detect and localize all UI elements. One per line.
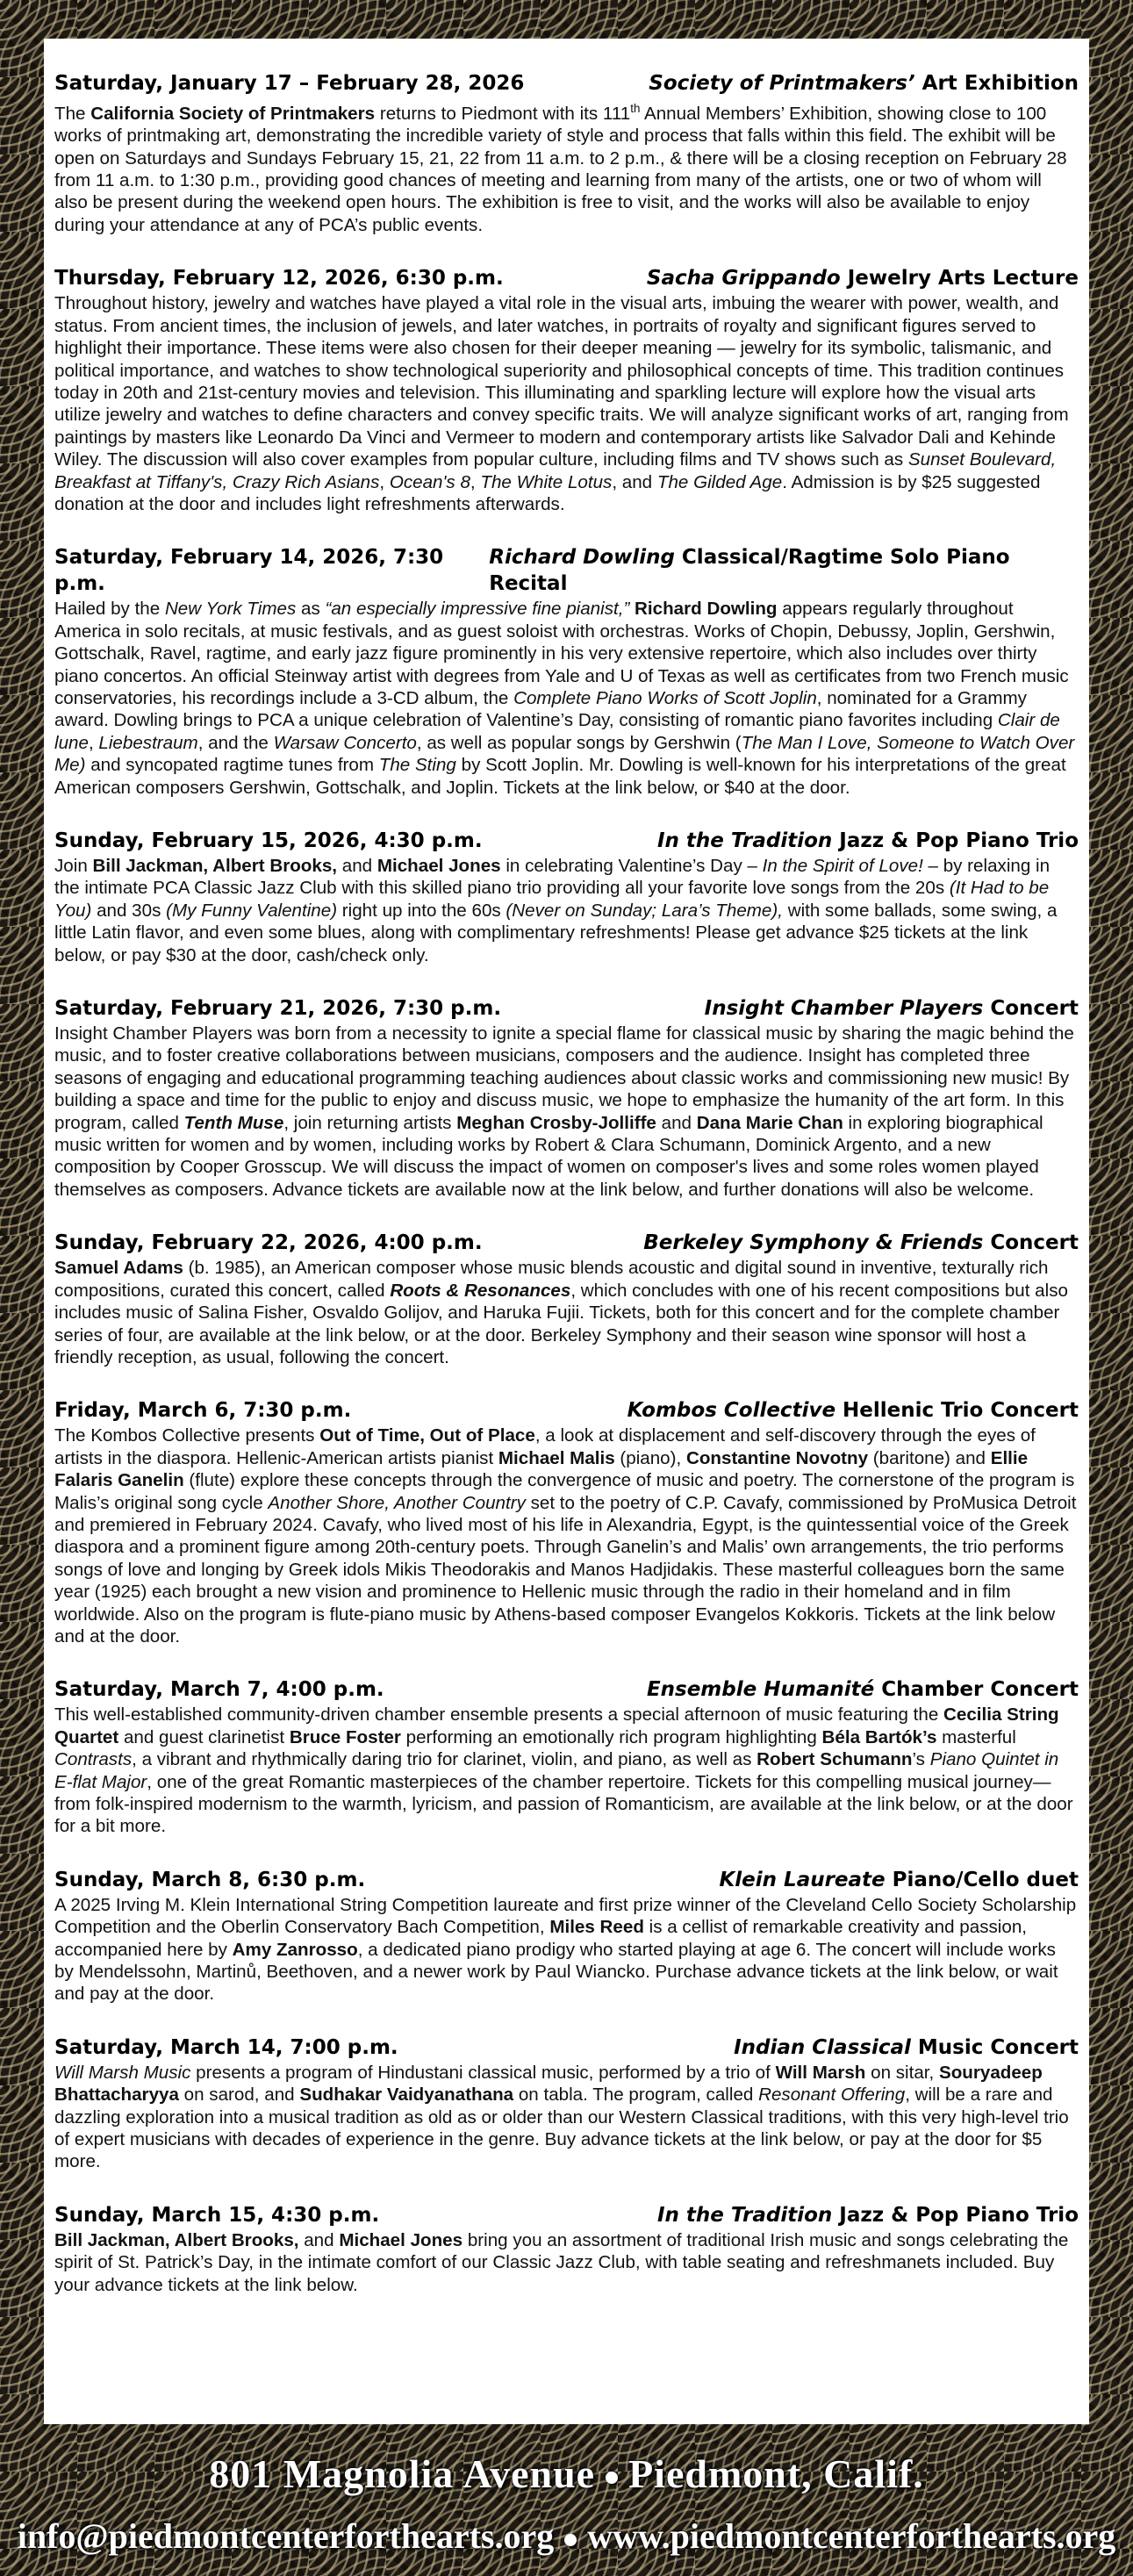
event-title [734, 2034, 1079, 2061]
text-segment: A 2025 Irving M. Klein International String Competition laureate and first prize winner of the Cleveland Cello Society Scholarship Competition and the Oberlin Conservatory Bach Competition, [54, 1894, 1077, 1938]
event-date: Sunday, February 15, 2026, 4:30 p.m. [54, 829, 483, 853]
event-item [54, 70, 1079, 236]
text-segment: and [298, 2229, 340, 2250]
text-segment: In the Spirit of Love! [762, 856, 923, 877]
text-segment: th [630, 102, 641, 115]
event-date: Sunday, March 8, 6:30 p.m. [54, 1868, 366, 1891]
event-title [647, 265, 1079, 291]
text-segment: on sarod, and [178, 2084, 300, 2106]
text-segment: , a vibrant and rhythmically daring trio for clarinet, violin, and piano, as well as [132, 1749, 757, 1770]
event-title [657, 828, 1079, 854]
footer-city: Piedmont, Calif. [628, 2451, 924, 2496]
text-segment: Join [54, 856, 93, 877]
text-segment: , will be a rare and dazzling exploration into a musical tradition as old as or older than our Western Classical traditions, with this very high-level trio of expert musicians with decades of experience in the genre. Buy advance tickets at the link below, or pay at the door for $5 more. [54, 2084, 1069, 2172]
text-segment: New York Times [164, 599, 297, 620]
event-title-type: Concert [983, 1231, 1079, 1255]
text-segment: returns to Piedmont with its 111 [375, 103, 631, 124]
text-segment: The Man I Love, Someone to Watch Over Me) [54, 732, 1075, 776]
text-segment: The White Lotus [480, 471, 613, 492]
footer-contact [0, 2515, 1133, 2557]
event-header [54, 70, 1079, 97]
event-title [647, 1676, 1079, 1703]
text-segment: Will Marsh Music [54, 2062, 191, 2083]
footer-website-link[interactable]: www.piedmontcenterforthearts.org [587, 2516, 1116, 2556]
event-title-name: Society of Printmakers’ [649, 72, 915, 95]
text-segment: Will Marsh [775, 2062, 866, 2083]
text-segment: with some ballads, some swing, a little Latin flavor, and even some blues, along with complimentary refreshments! Please get advance $25 tickets at the link below, or pay $30 at the door, cash/check only. [54, 900, 1058, 965]
event-description [54, 598, 1079, 799]
event-title-name: Sacha Grippando [646, 267, 841, 291]
event-title-name: Indian Classical [734, 2035, 911, 2059]
event-title-name: Kombos Collective [627, 1399, 836, 1423]
text-segment: , [470, 471, 481, 492]
event-title-name: In the Tradition [656, 829, 833, 853]
text-segment: by Scott Joplin. Mr. Dowling is well-known for his interpretations of the great American composers Gershwin, Gottschalk, and Joplin. Tickets at the link below, or $40 at the door. [54, 755, 1066, 798]
event-item [54, 1676, 1079, 1837]
event-item [54, 2034, 1079, 2173]
text-segment: (flute) explore these concepts through the convergence of music and poetry. The cornerstone of the program is Malis’s original song cycle [54, 1470, 1075, 1513]
footer-address [0, 2450, 1133, 2497]
event-date: Saturday, March 7, 4:00 p.m. [54, 1678, 384, 1702]
text-segment: Souryadeep Bhattacharyya [54, 2062, 1043, 2106]
text-segment: (Never on Sunday; Lara’s Theme), [506, 900, 783, 921]
event-title [719, 1867, 1079, 1893]
event-description [54, 1894, 1079, 2006]
event-title-name: Richard Dowling [489, 546, 675, 570]
text-segment: Tenth Muse [183, 1112, 284, 1133]
text-segment: Michael Malis [498, 1447, 615, 1468]
bullet-icon [564, 2534, 577, 2546]
text-segment: presents a program of Hindustani classical music, performed by a trio of [190, 2062, 776, 2083]
event-title-type: Jazz & Pop Piano Trio [832, 2203, 1079, 2227]
event-title [705, 995, 1079, 1022]
event-date: Saturday, March 14, 7:00 p.m. [54, 2035, 398, 2059]
text-segment: Béla Bartók’s [821, 1726, 937, 1747]
event-item [54, 828, 1079, 966]
footer-email-link[interactable]: info@piedmontcenterforthearts.org [17, 2516, 555, 2556]
text-segment: , and [612, 471, 657, 492]
text-segment: Clair de lune [54, 710, 1060, 753]
event-header [54, 2202, 1079, 2228]
text-segment: Bill Jackman, Albert Brooks, [92, 856, 338, 877]
event-item [54, 544, 1079, 799]
text-segment: bring you an assortment of traditional Irish music and songs celebrating the spirit of St. Patrick’s Day, in the intimate comfort of our Classic Jazz Club, with table seating and refreshmanets included. Buy your advance tickets at the link below. [54, 2229, 1069, 2295]
text-segment: Ocean's 8 [389, 471, 470, 492]
event-title-type: Concert [983, 997, 1079, 1021]
event-description [54, 855, 1079, 966]
text-segment: , [379, 471, 390, 492]
event-description [54, 1257, 1079, 1368]
event-title [627, 1397, 1079, 1424]
event-header [54, 1230, 1079, 1256]
text-segment: , as well as popular songs by Gershwin ( [416, 732, 742, 753]
event-title-type: Art Exhibition [914, 72, 1079, 95]
event-date: Thursday, February 12, 2026, 6:30 p.m. [54, 267, 504, 291]
text-segment: appears regularly throughout America in solo recitals, at music festivals, and as guest soloist with orchestras. Works of Chopin, Debussy, Joplin, Gershwin, Gottschalk, Ravel, ragtime, and early jazz figure prominently in his very extensive repertoire, which also includes over thirty piano concertos. An official Steinway artist with degrees from Yale and U of Texas as well as certificates from two French music conservatories, his recordings include a 3-CD album, the [54, 599, 1069, 708]
text-segment: California Society of Printmakers [90, 103, 376, 124]
text-segment: Amy Zanrosso [232, 1939, 358, 1960]
text-segment: Sunset Boulevard, Breakfast at Tiffany's, Crazy Rich Asians [54, 449, 1057, 492]
event-description [54, 292, 1079, 515]
text-segment: ’s [912, 1749, 930, 1770]
text-segment: Bruce Foster [289, 1726, 401, 1747]
event-title-name: Berkeley Symphony & Friends [643, 1231, 984, 1255]
text-segment: and 30s [91, 900, 167, 921]
event-date: Sunday, February 22, 2026, 4:00 p.m. [54, 1231, 483, 1255]
text-segment: , and the [197, 732, 274, 753]
event-header [54, 2034, 1079, 2061]
text-segment: Liebestraum [98, 732, 198, 753]
text-segment: , one of the great Romantic masterpieces of the chamber repertoire. Tickets for this compelling musical journey—from folk-inspired modernism to the warmth, lyricism, and passion of Romanticism, are available at the link below, or at the door for a bit more. [54, 1771, 1073, 1837]
event-item [54, 1867, 1079, 2006]
text-segment: Warsaw Concerto [273, 732, 417, 753]
text-segment: right up into the 60s [337, 900, 506, 921]
text-segment: Meghan Crosby-Jolliffe [456, 1112, 656, 1133]
event-title-name: In the Tradition [656, 2203, 833, 2227]
text-segment: , [88, 732, 99, 753]
event-description [54, 1424, 1079, 1647]
text-segment: The Sting [378, 755, 456, 776]
text-segment: and syncopated ragtime tunes from [85, 755, 379, 776]
event-title [643, 1230, 1079, 1256]
text-segment: The Gilded Age [656, 471, 783, 492]
event-date: Friday, March 6, 7:30 p.m. [54, 1399, 352, 1423]
text-segment: and [337, 856, 377, 877]
text-segment: is a cellist of remarkable creativity and passion, accompanied here by [54, 1917, 1028, 1960]
text-segment: Richard Dowling [635, 599, 778, 620]
text-segment: Another Shore, Another Country [268, 1492, 526, 1513]
text-segment: Samuel Adams [54, 1258, 183, 1279]
event-title-type: Jazz & Pop Piano Trio [832, 829, 1079, 853]
text-segment: (My Funny Valentine) [166, 900, 338, 921]
text-segment: and [656, 1112, 697, 1133]
text-segment: masterful [936, 1726, 1016, 1747]
text-segment: (It Had to be You) [54, 878, 1050, 921]
text-segment: Ellie Falaris Ganelin [54, 1447, 1029, 1491]
text-segment: Insight Chamber Players was born from a necessity to ignite a special flame for classical music by sharing the magic behind the music, and to foster creative collaborations between musicians, composers and the audience. Insight has completed three seasons of engaging and educational programming teaching audiences about classic works and commissioning new music! By building a space and time for the public to enjoy and discuss music, we hope to emphasize the humanity of the art form. In this program, called [54, 1023, 1074, 1133]
event-title-name: Klein Laureate [719, 1868, 886, 1891]
text-segment: Michael Jones [376, 856, 501, 877]
text-segment: Resonant Offering [758, 2084, 906, 2106]
text-segment: Cecilia String Quartet [54, 1704, 1059, 1747]
event-date: Saturday, February 14, 2026, 7:30 p.m. [54, 546, 444, 596]
text-segment: Constantine Novotny [685, 1447, 869, 1468]
text-segment: – by relaxing in the intimate PCA Classic Jazz Club with this skilled piano trio providing all your favorite love songs from the 20s [54, 856, 1051, 899]
event-item [54, 1230, 1079, 1368]
event-header [54, 1676, 1079, 1703]
event-title-name: Insight Chamber Players [704, 997, 984, 1021]
text-segment: Sudhakar Vaidyanathana [299, 2084, 514, 2106]
text-segment: . Admission is by $25 suggested donation at the door and includes light refreshments afterwards. [54, 471, 1041, 514]
event-date: Saturday, February 21, 2026, 7:30 p.m. [54, 997, 502, 1021]
event-title-type: Music Concert [910, 2035, 1079, 2059]
text-segment: Robert Schumann [757, 1749, 913, 1770]
text-segment: Complete Piano Works of Scott Joplin [513, 687, 817, 708]
event-header [54, 995, 1079, 1022]
event-listing-panel [44, 39, 1089, 2424]
footer-street: 801 Magnolia Avenue [209, 2451, 596, 2496]
event-title [489, 544, 1079, 597]
event-description [54, 1023, 1079, 1201]
text-segment: The Kombos Collective presents [54, 1425, 320, 1446]
text-segment: in exploring biographical music written for women and by women, including works by Robert & Clara Schumann, Dominick Argento, and a new composition by Cooper Grosscup. We will discuss the impact of women on composer's lives and some roles women played themselves as composers. Advance tickets are available now at the link below, and further donations will also be welcome. [54, 1112, 1043, 1200]
event-description [54, 1704, 1079, 1837]
event-header [54, 544, 1079, 597]
event-header [54, 1867, 1079, 1893]
event-item [54, 2202, 1079, 2296]
event-description [54, 97, 1079, 236]
event-description [54, 2229, 1079, 2296]
text-segment: , which concludes with one of his recent compositions but also includes music of Salina Fisher, Osvaldo Golijov, and Haruka Fujii. Tickets, both for this concert and for the complete chamber series of four, are available at the link below, or at the door. Berkeley Symphony and their season wine sponsor will host a friendly reception, as usual, following the concert. [54, 1280, 1068, 1367]
bullet-icon [606, 2472, 618, 2484]
text-segment: as [296, 599, 326, 620]
text-segment: Contrasts [54, 1749, 133, 1770]
event-title [657, 2202, 1079, 2228]
text-segment: , nominated for a Grammy award. Dowling brings to PCA a unique celebration of Valentine’s Day, consisting of romantic piano favorites including [54, 687, 1027, 731]
event-title-type: Classical/Ragtime Solo Piano Recital [489, 546, 1010, 596]
text-segment: Out of Time, Out of Place [319, 1425, 535, 1446]
text-segment: on sitar, [865, 2062, 939, 2083]
event-header [54, 265, 1079, 291]
text-segment: performing an emotionally rich program highlighting [400, 1726, 822, 1747]
text-segment: Bill Jackman, Albert Brooks, [54, 2229, 299, 2250]
event-title-type: Chamber Concert [874, 1678, 1079, 1702]
text-segment: Miles Reed [549, 1917, 644, 1938]
event-description [54, 2062, 1079, 2173]
event-item [54, 265, 1079, 515]
text-segment: , a dedicated piano prodigy who started playing at age 6. The concert will include works by Mendelssohn, Martinů, Beethoven, and a newer work by Paul Wiancko. Purchase advance tickets at the link below, or wait and pay at the door. [54, 1939, 1058, 2005]
text-segment: in celebrating Valentine’s Day – [500, 856, 763, 877]
text-segment: (b. 1985), an American composer whose music blends acoustic and digital sound in inventive, texturally rich compositions, curated this concert, called [54, 1258, 1049, 1301]
text-segment: This well-established community-driven chamber ensemble presents a special afternoon of music featuring the [54, 1704, 944, 1726]
event-item [54, 995, 1079, 1201]
event-header [54, 1397, 1079, 1424]
text-segment: Annual Members’ Exhibition, showing close to 100 works of printmaking art, demonstrating the incredible variety of style and process that falls within this field. The exhibit will be open on Saturdays and Sundays February 15, 21, 22 from 11 a.m. to 2 p.m., & there will be a closing reception on February 28 from 11 a.m. to 1:30 p.m., providing good chances of meeting and learning from many of the artists, one or two of whom will also be present during the weekend open hours. The exhibition is free to visit, and the works will also be available to enjoy during your attendance at any of PCA’s public events. [54, 103, 1067, 235]
text-segment: Roots & Resonances [390, 1280, 571, 1301]
text-segment: “an especially impressive fine pianist,” [325, 599, 630, 620]
events-list [54, 70, 1079, 2296]
text-segment: The [54, 103, 91, 124]
event-date: Saturday, January 17 – February 28, 2026 [54, 72, 525, 95]
text-segment: Hailed by the [54, 599, 165, 620]
text-segment: and guest clarinetist [118, 1726, 290, 1747]
text-segment: Piano Quintet in E-flat Major [54, 1749, 1059, 1792]
event-header [54, 828, 1079, 854]
text-segment: Dana Marie Chan [696, 1112, 843, 1133]
event-date: Sunday, March 15, 4:30 p.m. [54, 2203, 380, 2227]
event-title-type: Jewelry Arts Lecture [840, 267, 1079, 291]
text-segment: , a look at displacement and self-discovery through the eyes of artists in the diaspora. Hellenic-American artists pianist [54, 1425, 1036, 1468]
event-title-name: Ensemble Humanité [646, 1678, 875, 1702]
text-segment: set to the poetry of C.P. Cavafy, commissioned by ProMusica Detroit and premiered in February 2024. Cavafy, who lived most of his life in Alexandria, Egypt, is the quintessential voice of the Greek diaspora and a prominent figure among 20th-century poets. Through Ganelin’s and Malis’ own arrangements, the trio performs songs of love and longing by Greek idols Mikis Theodorakis and Manos Hadjidakis. These masterful colleagues born the same year (1925) each brought a new vision and prominence to Hellenic music through the radio in their homeland and in film worldwide. Also on the program is flute-piano music by Athens-based composer Evangelos Kokkoris. Tickets at the link below and at the door. [54, 1492, 1077, 1647]
text-segment: (baritone) and [868, 1447, 991, 1468]
event-title-type: Piano/Cello duet [885, 1868, 1079, 1891]
event-item [54, 1397, 1079, 1647]
text-segment: Michael Jones [339, 2229, 463, 2250]
event-title [649, 70, 1079, 97]
text-segment: (piano), [614, 1447, 686, 1468]
text-segment: on tabla. The program, called [513, 2084, 759, 2106]
text-segment: , join returning artists [283, 1112, 457, 1133]
event-title-type: Hellenic Trio Concert [835, 1399, 1079, 1423]
text-segment: Throughout history, jewelry and watches have played a vital role in the visual arts, imbuing the wearer with power, wealth, and status. From ancient times, the inclusion of jewels, and later watches, in portraits of royalty and significant figures served to highlight their importance. These items were also chosen for their deeper meaning — jewelry for its symbolic, talismanic, and political importance, and watches to show technological superiority and philosophical concepts of time. This tradition continues today in 20th and 21st-century movies and television. This illuminating and sparkling lecture will explore how the visual arts utilize jewelry and watches to define characters and convey specific traits. We will analyze significant works of art, ranging from paintings by masters like Leonardo Da Vinci and Vermeer to modern and contemporary artists like Salvador Dali and Kehinde Wiley. The discussion will also cover examples from popular culture, including films and TV shows such as [54, 293, 1069, 470]
